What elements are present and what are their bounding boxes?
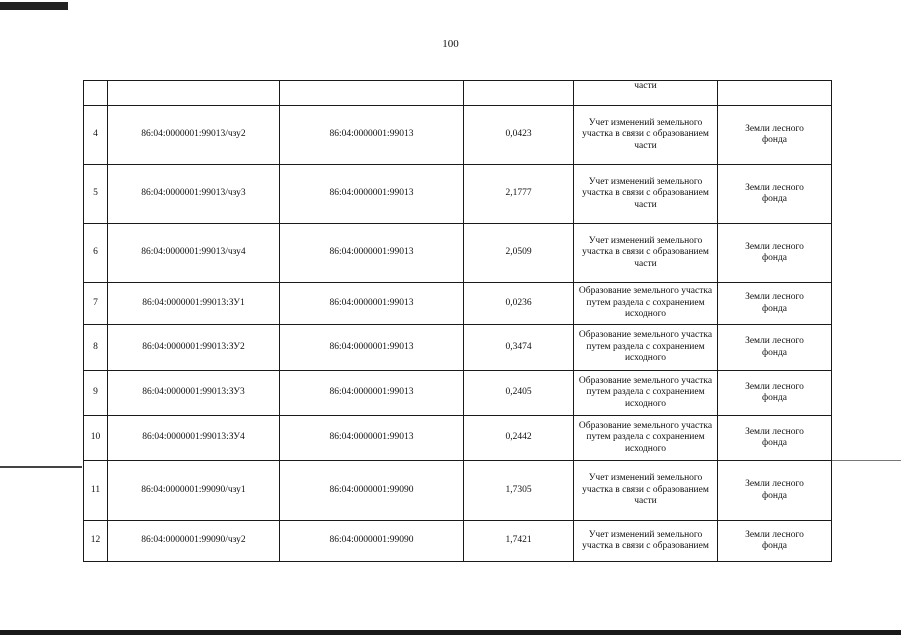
table-cell [718, 81, 832, 106]
new-cadastral-number-cell: 86:04:0000001:99090/чзу1 [108, 461, 280, 521]
new-cadastral-number-cell: 86:04:0000001:99090/чзу2 [108, 521, 280, 562]
table-row [84, 521, 832, 562]
scan-artifact-right [830, 460, 901, 461]
original-cadastral-number-cell: 86:04:0000001:99013 [280, 371, 464, 416]
land-category-cell: Земли лесного фонда [718, 416, 832, 461]
land-category-cell: Земли лесного фонда [718, 165, 832, 224]
description-cell: Учет изменений земельного участка в связи с образованием части [574, 106, 718, 165]
new-cadastral-number-cell: 86:04:0000001:99013/чзу4 [108, 224, 280, 283]
new-cadastral-number-cell: 86:04:0000001:99013/чзу3 [108, 165, 280, 224]
scan-artifact-bottom [0, 630, 901, 635]
table-row [84, 106, 832, 165]
area-cell: 2,1777 [464, 165, 574, 224]
new-cadastral-number-cell: 86:04:0000001:99013:ЗУ2 [108, 325, 280, 371]
land-category-cell: Земли лесного фонда [718, 371, 832, 416]
description-cell: Учет изменений земельного участка в связи с образованием [574, 521, 718, 562]
table-row [84, 165, 832, 224]
original-cadastral-number-cell: 86:04:0000001:99013 [280, 165, 464, 224]
area-cell: 0,2405 [464, 371, 574, 416]
continuation-desc-cell: части [574, 81, 718, 106]
row-number-cell: 10 [84, 416, 108, 461]
table-cell [108, 81, 280, 106]
continuation-row [84, 81, 832, 106]
new-cadastral-number-cell: 86:04:0000001:99013:ЗУ4 [108, 416, 280, 461]
area-cell: 0,0236 [464, 283, 574, 325]
land-parcels-table [83, 80, 832, 562]
table-row [84, 461, 832, 521]
row-number-cell: 8 [84, 325, 108, 371]
original-cadastral-number-cell: 86:04:0000001:99013 [280, 106, 464, 165]
description-cell: Учет изменений земельного участка в связи с образованием части [574, 165, 718, 224]
original-cadastral-number-cell: 86:04:0000001:99013 [280, 224, 464, 283]
row-number-cell: 9 [84, 371, 108, 416]
table-row [84, 325, 832, 371]
new-cadastral-number-cell: 86:04:0000001:99013/чзу2 [108, 106, 280, 165]
table-row [84, 416, 832, 461]
table-cell [280, 81, 464, 106]
land-category-cell: Земли лесного фонда [718, 325, 832, 371]
land-category-cell: Земли лесного фонда [718, 521, 832, 562]
new-cadastral-number-cell: 86:04:0000001:99013:ЗУ1 [108, 283, 280, 325]
table-row [84, 371, 832, 416]
scan-artifact-left [0, 466, 82, 468]
land-category-cell: Земли лесного фонда [718, 283, 832, 325]
description-cell: Образование земельного участка путем раздела с сохранением исходного [574, 371, 718, 416]
description-cell: Учет изменений земельного участка в связи с образованием части [574, 461, 718, 521]
original-cadastral-number-cell: 86:04:0000001:99013 [280, 283, 464, 325]
area-cell: 2,0509 [464, 224, 574, 283]
new-cadastral-number-cell: 86:04:0000001:99013:ЗУ3 [108, 371, 280, 416]
row-number-cell: 6 [84, 224, 108, 283]
description-cell: Образование земельного участка путем раздела с сохранением исходного [574, 325, 718, 371]
area-cell: 0,3474 [464, 325, 574, 371]
table-cell [464, 81, 574, 106]
area-cell: 0,2442 [464, 416, 574, 461]
table-row [84, 283, 832, 325]
description-cell: Образование земельного участка путем раздела с сохранением исходного [574, 283, 718, 325]
original-cadastral-number-cell: 86:04:0000001:99013 [280, 325, 464, 371]
table-cell [84, 81, 108, 106]
original-cadastral-number-cell: 86:04:0000001:99013 [280, 416, 464, 461]
land-category-cell: Земли лесного фонда [718, 106, 832, 165]
land-category-cell: Земли лесного фонда [718, 224, 832, 283]
table-row [84, 224, 832, 283]
row-number-cell: 5 [84, 165, 108, 224]
area-cell: 1,7421 [464, 521, 574, 562]
description-cell: Учет изменений земельного участка в связи с образованием части [574, 224, 718, 283]
row-number-cell: 7 [84, 283, 108, 325]
page-number: 100 [442, 38, 459, 50]
scan-artifact-top [0, 2, 68, 10]
original-cadastral-number-cell: 86:04:0000001:99090 [280, 521, 464, 562]
area-cell: 0,0423 [464, 106, 574, 165]
original-cadastral-number-cell: 86:04:0000001:99090 [280, 461, 464, 521]
row-number-cell: 4 [84, 106, 108, 165]
land-category-cell: Земли лесного фонда [718, 461, 832, 521]
description-cell: Образование земельного участка путем раздела с сохранением исходного [574, 416, 718, 461]
row-number-cell: 12 [84, 521, 108, 562]
area-cell: 1,7305 [464, 461, 574, 521]
row-number-cell: 11 [84, 461, 108, 521]
